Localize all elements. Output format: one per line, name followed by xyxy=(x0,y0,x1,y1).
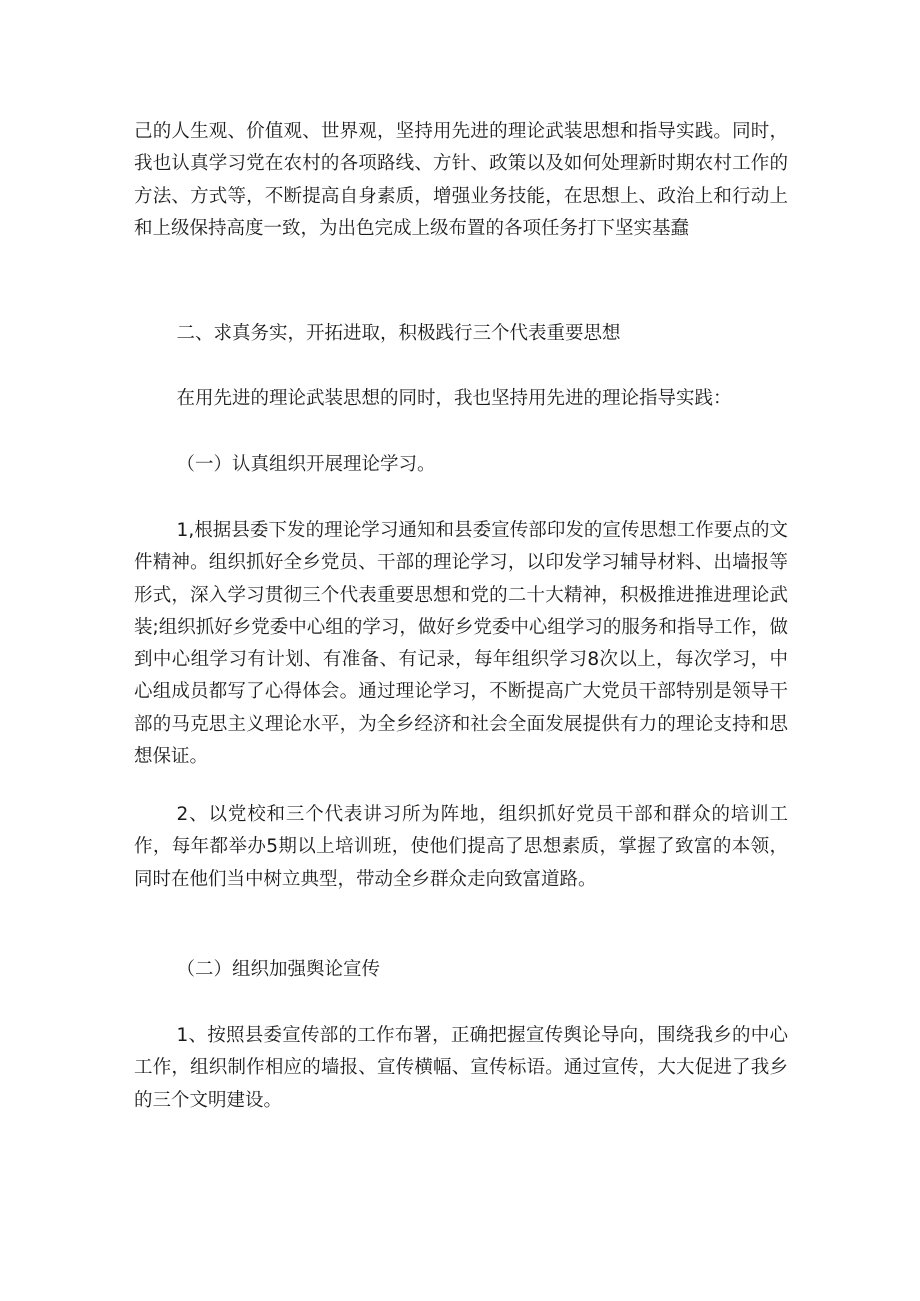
section-heading-2: 二、求真务实，开拓进取，积极践行三个代表重要思想 xyxy=(176,323,621,344)
paragraph-continuation: 己的人生观、价值观、世界观，坚持用先进的理论武装思想和指导实践。同时，我也认真学习党在农村的各项路线、方针、政策以及如何处理新时期农村工作的方法、方式等，不断提高自身素质，增强业务技能，在思想上、政治上和行动上和上级保持高度一致，为出色完成上级布置的各项任务打下坚实基蠢 xyxy=(134,121,788,239)
paragraph-item-3: 1、按照县委宣传部的工作布署，正确把握宣传舆论导向，围绕我乡的中心工作，组织制作相应的墙报、宣传横幅、宣传标语。通过宣传，大大促进了我乡的三个文明建设。 xyxy=(134,1025,788,1111)
paragraph-item-2: 2、以党校和三个代表讲习所为阵地，组织抓好党员干部和群众的培训工作，每年都举办5期以上培训班，使他们提高了思想素质，掌握了致富的本领，同时在他们当中树立典型，带动全乡群众走向致富道路。 xyxy=(134,804,788,890)
paragraph-intro: 在用先进的理论武装思想的同时，我也坚持用先进的理论指导实践： xyxy=(176,388,732,409)
subsection-heading-2: （二）组织加强舆论宣传 xyxy=(176,959,381,980)
subsection-heading-1: （一）认真组织开展理论学习。 xyxy=(176,454,436,475)
paragraph-item-1: 1,根据县委下发的理论学习通知和县委宣传部印发的宣传思想工作要点的文件精神。组织抓好全乡党员、干部的理论学习，以印发学习辅导材料、出墙报等形式，深入学习贯彻三个代表重要思想和党的二十大精神，积极推进推进理论武装;组织抓好乡党委中心组的学习，做好乡党委中心组学习的服务和指导工作，做到中心组学习有计划、有准备、有记录，每年组织学习8次以上，每次学习，中心组成员都写了心得体会。通过理论学习，不断提高广大党员干部特别是领导干部的马克思主义理论水平，为全乡经济和社会全面发展提供有力的理论支持和思想保证。 xyxy=(134,520,788,768)
